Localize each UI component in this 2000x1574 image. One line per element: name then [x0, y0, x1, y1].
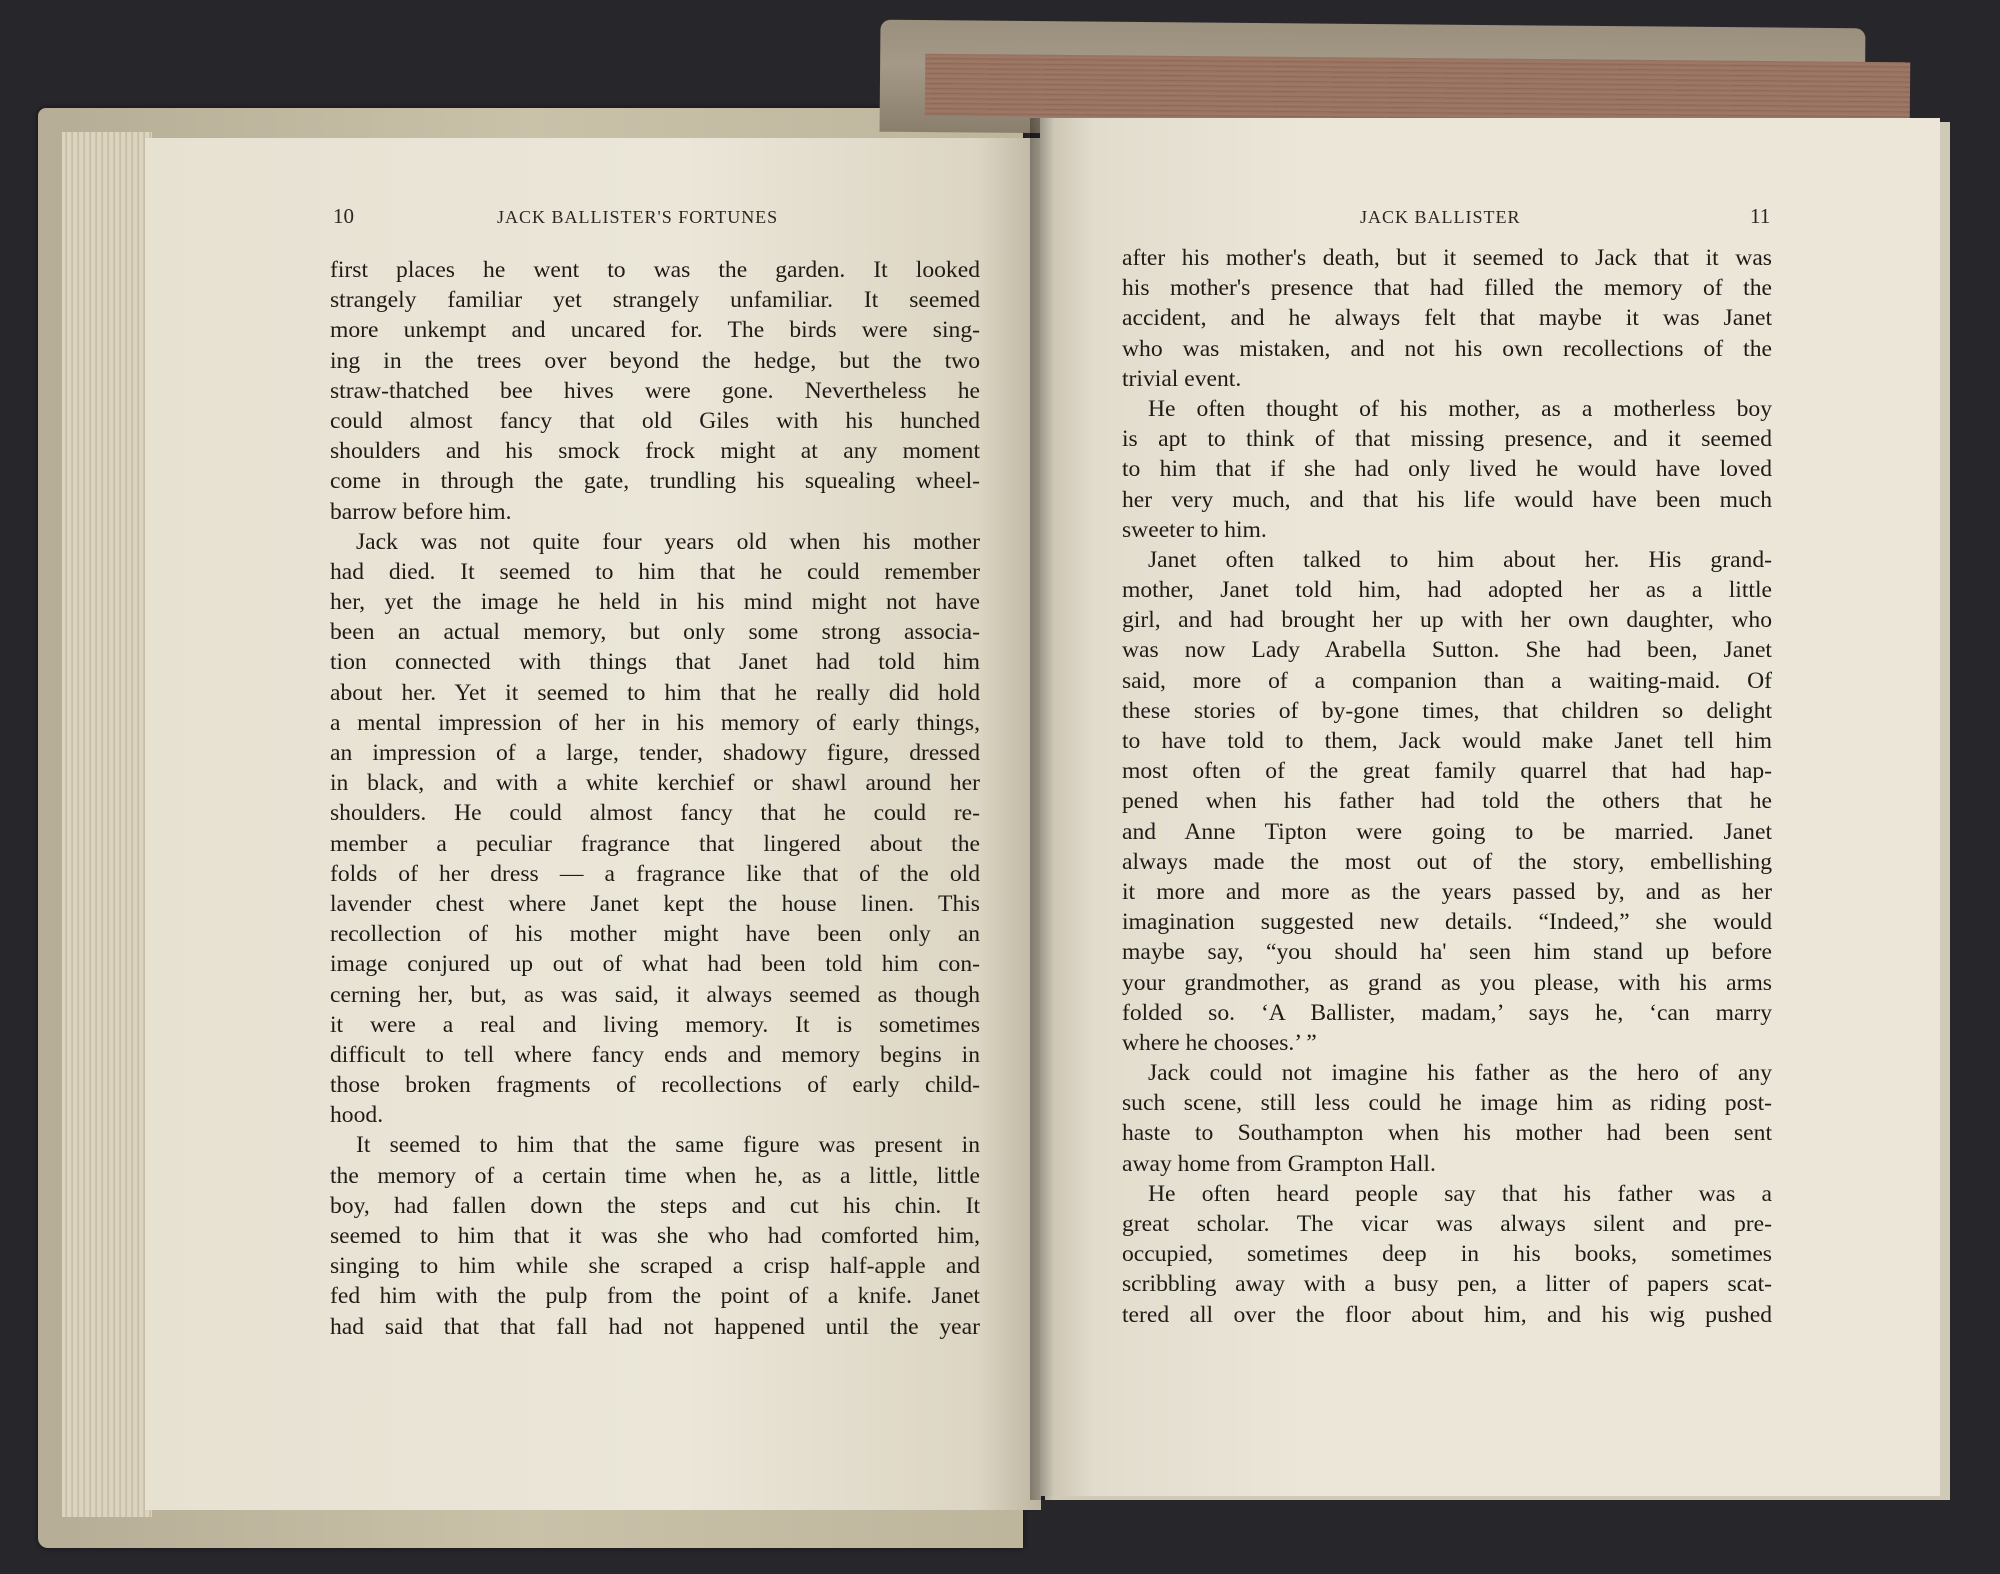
text-line: come in through the gate, trundling his squealing wheel- [330, 468, 980, 495]
text-line: pened when his father had told the others that he [1122, 788, 1772, 815]
text-line: ing in the trees over beyond the hedge, but the two [330, 347, 980, 374]
text-line: been an actual memory, but only some strong associa- [330, 619, 980, 646]
text-line: mother, Janet told him, had adopted her as a little [1122, 577, 1772, 604]
text-line: said, more of a companion than a waiting-maid. Of [1122, 667, 1772, 694]
text-line: it were a real and living memory. It is sometimes [330, 1011, 980, 1038]
text-line: Jack could not imagine his father as the hero of any [1148, 1060, 1772, 1087]
text-line: strangely familiar yet strangely unfamiliar. It seemed [330, 287, 980, 314]
text-line: her, yet the image he held in his mind might not have [330, 589, 980, 616]
text-line: and Anne Tipton were going to be married. Janet [1122, 818, 1772, 845]
text-line: Jack was not quite four years old when his mother [356, 528, 980, 555]
text-line: maybe say, “you should ha' seen him stand up before [1122, 939, 1772, 966]
text-line: those broken fragments of recollections of early child- [330, 1072, 980, 1099]
text-line: more unkempt and uncared for. The birds were sing- [330, 317, 980, 344]
text-line: boy, had fallen down the steps and cut his chin. It [330, 1192, 980, 1219]
text-line: seemed to him that it was she who had comforted him, [330, 1223, 980, 1249]
page-edges-top [925, 54, 1911, 125]
text-line: in black, and with a white kerchief or shawl around her [330, 770, 980, 797]
text-line: imagination suggested new details. “Indeed,” she would [1122, 909, 1772, 936]
text-line: the memory of a certain time when he, as a little, little [330, 1162, 980, 1189]
right-page-number: 11 [1750, 204, 1771, 228]
text-line: fed him with the pulp from the point of a knife. Janet [330, 1283, 980, 1310]
text-line: It seemed to him that the same figure was present in [356, 1132, 980, 1159]
text-line: her very much, and that his life would have been much [1122, 486, 1772, 513]
text-line: tered all over the floor about him, and his wig pushed [1122, 1301, 1772, 1328]
page-edges-left [62, 132, 152, 1517]
text-line: these stories of by-gone times, that children so delight [1122, 697, 1772, 724]
text-line: Janet often talked to him about her. His grand- [1148, 546, 1772, 573]
text-line: great scholar. The vicar was always silent and pre- [1122, 1211, 1772, 1237]
text-line: away home from Grampton Hall. [1122, 1150, 1436, 1177]
text-line: scribbling away with a busy pen, a litter of papers scat- [1122, 1271, 1772, 1298]
text-line: first places he went to was the garden. It looked [330, 257, 980, 283]
text-line: tion connected with things that Janet had told him [330, 649, 980, 676]
text-line: barrow before him. [330, 498, 512, 525]
text-line: it more and more as the years passed by, and as her [1122, 878, 1772, 905]
text-line: occupied, sometimes deep in his books, sometimes [1122, 1241, 1772, 1268]
text-line: folds of her dress — a fragrance like that of the old [330, 860, 980, 887]
text-line: shoulders and his smock frock might at any moment [330, 438, 980, 465]
text-line: singing to him while she scraped a crisp half-apple and [330, 1253, 980, 1280]
right-page-text [1122, 243, 1772, 1330]
text-line: was now Lady Arabella Sutton. She had been, Janet [1122, 637, 1772, 664]
text-line: difficult to tell where fancy ends and memory begins in [330, 1041, 980, 1068]
left-page-text [330, 255, 980, 1342]
text-line: such scene, still less could he image him as riding post- [1122, 1090, 1772, 1117]
text-line: girl, and had brought her up with her own daughter, who [1122, 607, 1772, 634]
text-line: a mental impression of her in his memory of early things, [330, 709, 980, 736]
text-line: most often of the great family quarrel that had hap- [1122, 758, 1772, 785]
text-line: He often thought of his mother, as a motherless boy [1148, 395, 1772, 422]
text-line: where he chooses.’ ” [1122, 1029, 1317, 1056]
text-line: sweeter to him. [1122, 516, 1267, 543]
text-line: could almost fancy that old Giles with his hunched [330, 407, 980, 434]
text-line: is apt to think of that missing presence, and it seemed [1122, 426, 1772, 453]
text-line: after his mother's death, but it seemed to Jack that it was [1122, 245, 1772, 271]
right-running-head: JACK BALLISTER [1360, 207, 1521, 227]
text-line: straw-thatched bee hives were gone. Nevertheless he [330, 377, 980, 404]
text-line: trivial event. [1122, 365, 1242, 392]
left-page-number: 10 [333, 204, 354, 228]
text-line: had said that that fall had not happened until the year [330, 1313, 980, 1340]
text-line: his mother's presence that had filled the memory of the [1122, 275, 1772, 302]
text-line: always made the most out of the story, embellishing [1122, 848, 1772, 875]
text-line: folded so. ‘A Ballister, madam,’ says he, ‘can marry [1122, 999, 1772, 1026]
text-line: had died. It seemed to him that he could remember [330, 558, 980, 585]
text-line: recollection of his mother might have been only an [330, 921, 980, 948]
text-line: image conjured up out of what had been told him con- [330, 951, 980, 978]
text-line: your grandmother, as grand as you please, with his arms [1122, 969, 1772, 996]
text-line: haste to Southampton when his mother had been sent [1122, 1120, 1772, 1147]
text-line: shoulders. He could almost fancy that he could re- [330, 800, 980, 827]
text-line: an impression of a large, tender, shadowy figure, dressed [330, 740, 980, 766]
text-line: to him that if she had only lived he would have loved [1122, 456, 1772, 483]
text-line: member a peculiar fragrance that lingered about the [330, 830, 980, 857]
text-line: about her. Yet it seemed to him that he really did hold [330, 679, 980, 706]
book-gutter [1030, 118, 1054, 1500]
text-line: cerning her, but, as was said, it always seemed as though [330, 981, 980, 1008]
text-line: He often heard people say that his father was a [1148, 1180, 1772, 1207]
text-line: accident, and he always felt that maybe it was Janet [1122, 305, 1772, 332]
left-running-head: JACK BALLISTER'S FORTUNES [497, 207, 779, 227]
text-line: hood. [330, 1102, 384, 1129]
text-line: to have told to them, Jack would make Janet tell him [1122, 728, 1772, 754]
text-line: who was mistaken, and not his own recollections of the [1122, 335, 1772, 362]
text-line: lavender chest where Janet kept the house linen. This [330, 890, 980, 917]
